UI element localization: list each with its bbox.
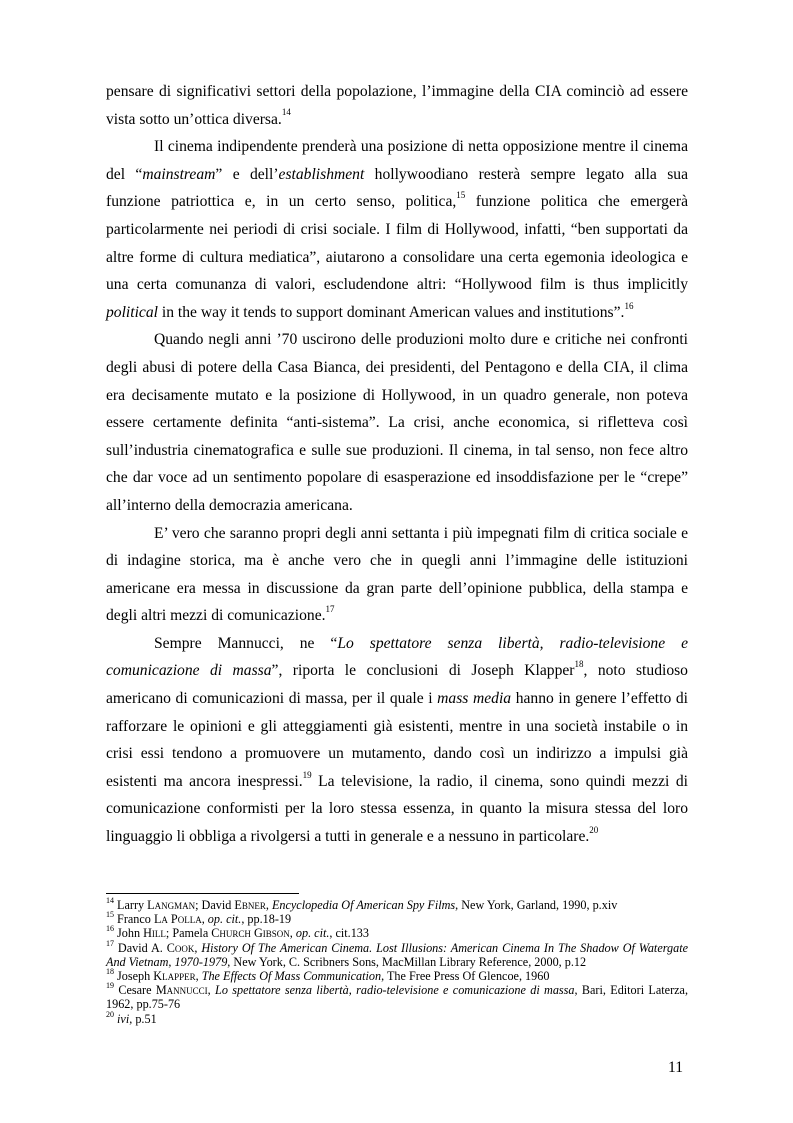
paragraph-4: E’ vero che saranno propri degli anni settanta i più impegnati film di critica sociale e di indagine storica, ma è anche vero che in quegli anni l’immagine delle istituzioni americane era messa in discussione da gran parte dell’opinione pubblica, della stampa e degli altri mezzi di comunicazione.$^{17}$ bbox=[106, 524, 688, 625]
footnote-19: $^{19}$ Cesare Mannucci, Lo spettatore senza libertà, radio-televisione e comunicazione di massa, Bari, Editori Laterza, 1962, pp.75-76 bbox=[106, 981, 688, 1012]
footnote-18: $^{18}$ Joseph Klapper, The Effects Of Mass Communication, The Free Press Of Glencoe, 1960 bbox=[106, 966, 550, 984]
footnote-17: $^{17}$ David A. Cook, History Of The American Cinema. Lost Illusions: American Cinema In The Shadow Of Watergate And Vietnam, 1970-1979, New York, C. Scribners Sons, MacMillan Library Reference, 2000, p.12 bbox=[106, 938, 688, 969]
paragraph-3: Quando negli anni ’70 uscirono delle produzioni molto dure e critiche nei confronti degli abusi di potere della Casa Bianca, dei presidenti, del Pentagono e della CIA, il clima era decisamente mutato e la posizione di Hollywood, in un quadro generale, non poteva essere certamente definita “anti-sistema”. La crisi, anche economica, si rifletteva così sull’industria cinematografica e sulle sue produzioni. Il cinema, in tal senso, non fece altro che dar voce ad un sentimento popolare di esasperazione ed insoddisfazione per le “crepe” all’interno della democrazia americana. bbox=[106, 331, 688, 514]
footnotes bbox=[106, 895, 688, 1026]
footnote-16: $^{16}$ John Hill; Pamela Church Gibson, op. cit., cit.133 bbox=[106, 924, 369, 941]
footnote-20: $^{20}$ ivi, p.51 bbox=[106, 1009, 157, 1026]
footnote-ref-16[interactable]: 16 bbox=[624, 300, 634, 311]
page-number: 11 bbox=[668, 1059, 684, 1076]
footnote-ref-20[interactable]: 20 bbox=[589, 824, 599, 835]
footnote-separator bbox=[106, 893, 299, 894]
footnote-ref-15[interactable]: 15 bbox=[456, 190, 466, 201]
footnote-ref-17[interactable]: 17 bbox=[325, 604, 335, 615]
footnote-14: $^{14}$ Larry Langman; David Ebner, Encyclopedia Of American Spy Films, New York, Garland, 1990, p.xiv bbox=[106, 895, 618, 912]
paragraph-2: Il cinema indipendente prenderà una posizione di netta opposizione mentre il cinema del “mainstream” e dell’establishment hollywoodiano resterà sempre legato alla sua funzione patriottica e, in un certo senso, politica,$^{15}$ funzione politica che emergerà particolarmente nei periodi di crisi sociale. I film di Hollywood, infatti, “ben supportati da altre forme di cultura mediatica”, aiutarono a consolidare una certa egemonia ideologica e una certa comunanza di valori, escludendone altri: “Hollywood film is thus implicitly political in the way it tends to support dominant American values and institutions”.$^{16}$ bbox=[106, 138, 689, 321]
footnote-ref-18[interactable]: 18 bbox=[574, 659, 584, 670]
body-text bbox=[106, 78, 688, 851]
paragraph-1: pensare di significativi settori della popolazione, l’immagine della CIA cominciò ad essere vista sotto un’ottica diversa.$^{14}$ bbox=[106, 83, 688, 128]
paragraph-5: Sempre Mannucci, ne “Lo spettatore senza libertà, radio-televisione e comunicazione di massa”, riporta le conclusioni di Joseph Klapper$^{18}$, noto studioso americano di comunicazioni di massa, per il quale i mass media hanno in genere l’effetto di rafforzare le opinioni e gli atteggiamenti già esistenti, mentre in una società instabile o in crisi essi tendono a promuovere un mutamento, dando così un indirizzo a impulsi già esistenti ma ancora inespressi.$^{19}$ La televisione, la radio, il cinema, sono quindi mezzi di comunicazione conformisti per la loro stessa essenza, in quanto la misura stessa del loro linguaggio li obbliga a rivolgersi a tutti in generale e a nessuno in particolare.$^{20}$ bbox=[106, 634, 688, 846]
footnote-ref-19[interactable]: 19 bbox=[302, 769, 312, 780]
footnote-ref-14[interactable]: 14 bbox=[281, 107, 291, 118]
footnote-15: $^{15}$ Franco La Polla, op. cit., pp.18-19 bbox=[106, 910, 292, 927]
